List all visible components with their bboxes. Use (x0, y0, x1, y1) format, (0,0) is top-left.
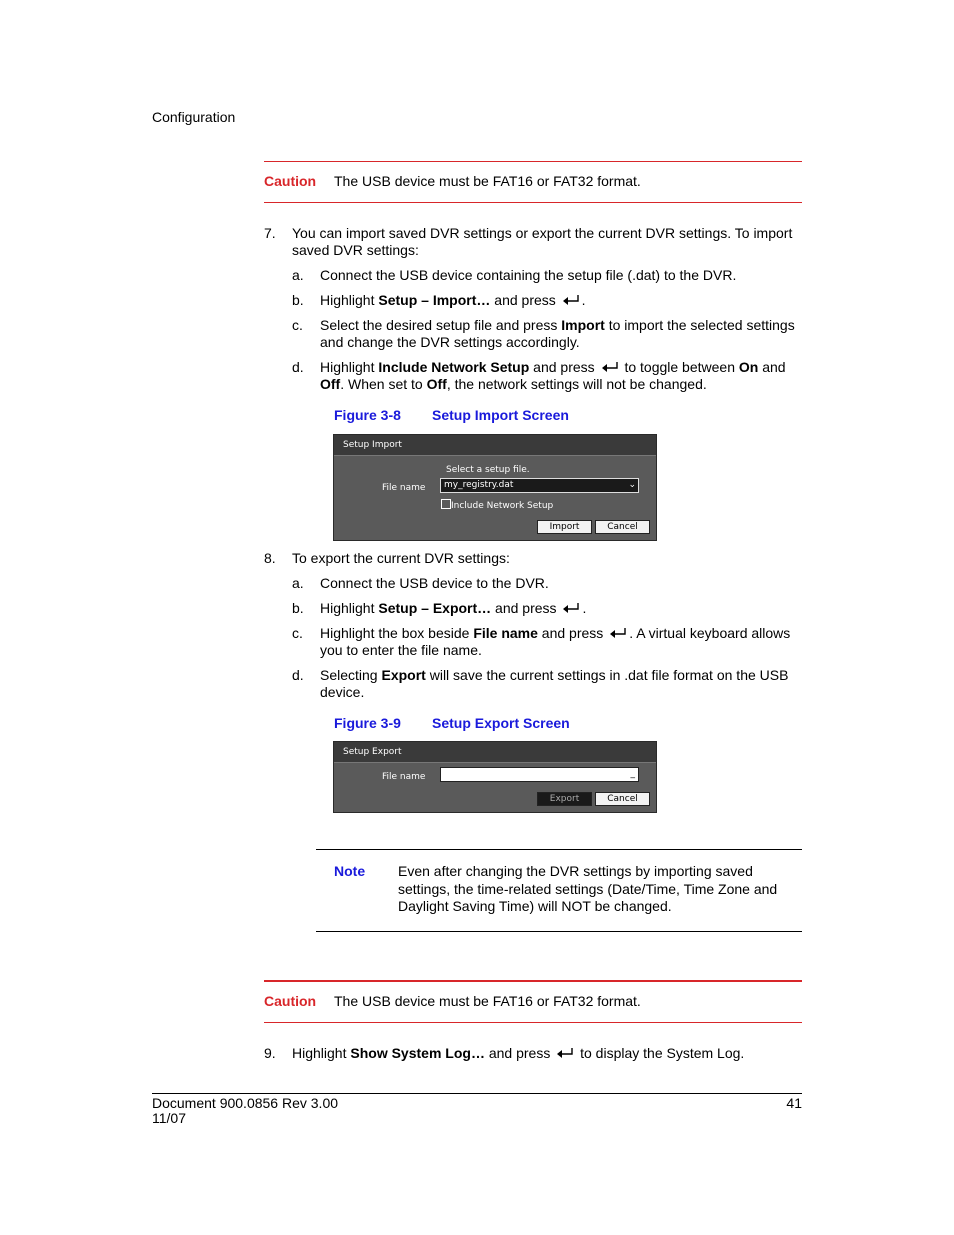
page-number: 41 (786, 1095, 802, 1111)
checkbox-icon (441, 499, 451, 509)
file-name-label: File name (382, 772, 426, 782)
enter-key-icon (556, 1047, 574, 1059)
substep-letter: c. (292, 317, 303, 333)
step-number: 7. (264, 225, 276, 241)
substep-text: Connect the USB device to the DVR. (320, 575, 549, 591)
note-rule-top (316, 849, 802, 850)
include-network-checkbox[interactable] (441, 498, 553, 515)
caution-rule-top (264, 980, 802, 982)
caution-rule-bottom (264, 202, 802, 203)
running-header: Configuration (152, 109, 236, 125)
caution-label: Caution (264, 173, 317, 189)
text-cursor-icon: _ (630, 769, 635, 779)
file-name-input[interactable] (440, 767, 639, 782)
caution-label: Caution (264, 993, 317, 1009)
dropdown-arrow-icon: ⌄ (628, 480, 636, 490)
cancel-button[interactable]: Cancel (595, 792, 650, 806)
substep-letter: d. (292, 667, 304, 683)
cancel-button[interactable]: Cancel (595, 520, 650, 534)
substep-text: Connect the USB device containing the setup file (.dat) to the DVR. (320, 267, 737, 283)
figure-number: Figure 3-9 (334, 715, 401, 731)
substep-letter: a. (292, 267, 304, 283)
step-number: 8. (264, 550, 276, 566)
step-text: To export the current DVR settings: (292, 550, 510, 566)
enter-key-icon (562, 602, 580, 614)
caution-text: The USB device must be FAT16 or FAT32 format. (334, 993, 641, 1009)
file-name-select[interactable] (440, 478, 639, 493)
substep-letter: d. (292, 359, 304, 375)
enter-key-icon (562, 294, 580, 306)
substep-letter: a. (292, 575, 304, 591)
substep-text: Highlight Include Network Setup and press to toggle between On and Off. When set to Off, the network settings will not be changed. (320, 359, 786, 392)
footer-document-number: Document 900.0856 Rev 3.00 (152, 1095, 339, 1111)
dialog-prompt: Select a setup file. (446, 465, 530, 475)
substep-text: Select the desired setup file and press Import to import the selected settings and change the DVR settings accordingly. (320, 317, 795, 350)
figure-title: Setup Export Screen (432, 715, 570, 731)
file-name-label: File name (382, 483, 426, 493)
enter-key-icon (609, 627, 627, 639)
dialog-title: Setup Export (334, 742, 656, 763)
setup-import-dialog (333, 434, 657, 541)
substep-letter: b. (292, 292, 304, 308)
substep-text: Selecting Export will save the current settings in .dat file format on the USB device. (320, 667, 789, 700)
step-text: Highlight Show System Log… and press to display the System Log. (292, 1045, 745, 1061)
figure-number: Figure 3-8 (334, 407, 401, 423)
caution-text: The USB device must be FAT16 or FAT32 format. (334, 173, 641, 189)
caution-rule-top (264, 161, 802, 162)
import-button[interactable]: Import (537, 520, 592, 534)
enter-key-icon (601, 361, 619, 373)
substep-text: Highlight the box beside File name and press . A virtual keyboard allows you to enter the file name. (320, 625, 791, 658)
note-label: Note (334, 863, 366, 879)
footer-rule (152, 1093, 802, 1094)
setup-export-dialog (333, 741, 657, 813)
caution-rule-bottom (264, 1022, 802, 1023)
file-name-value: my_registry.dat (444, 480, 514, 490)
substep-letter: b. (292, 600, 304, 616)
substep-text: Highlight Setup – Export… and press . (320, 600, 587, 616)
checkbox-label: Include Network Setup (451, 501, 554, 511)
step-number: 9. (264, 1045, 276, 1061)
substep-letter: c. (292, 625, 303, 641)
export-button[interactable]: Export (537, 792, 592, 806)
substep-text: Highlight Setup – Import… and press . (320, 292, 586, 308)
dialog-title: Setup Import (334, 435, 656, 456)
footer-date: 11/07 (152, 1110, 186, 1126)
step-text: You can import saved DVR settings or export the current DVR settings. To import saved DVR settings: (292, 225, 793, 258)
figure-title: Setup Import Screen (432, 407, 569, 423)
note-text: Even after changing the DVR settings by importing saved settings, the time-related settings (Date/Time, Time Zone and Daylight Saving Time) will NOT be changed. (398, 863, 778, 914)
note-rule-bottom (316, 931, 802, 932)
